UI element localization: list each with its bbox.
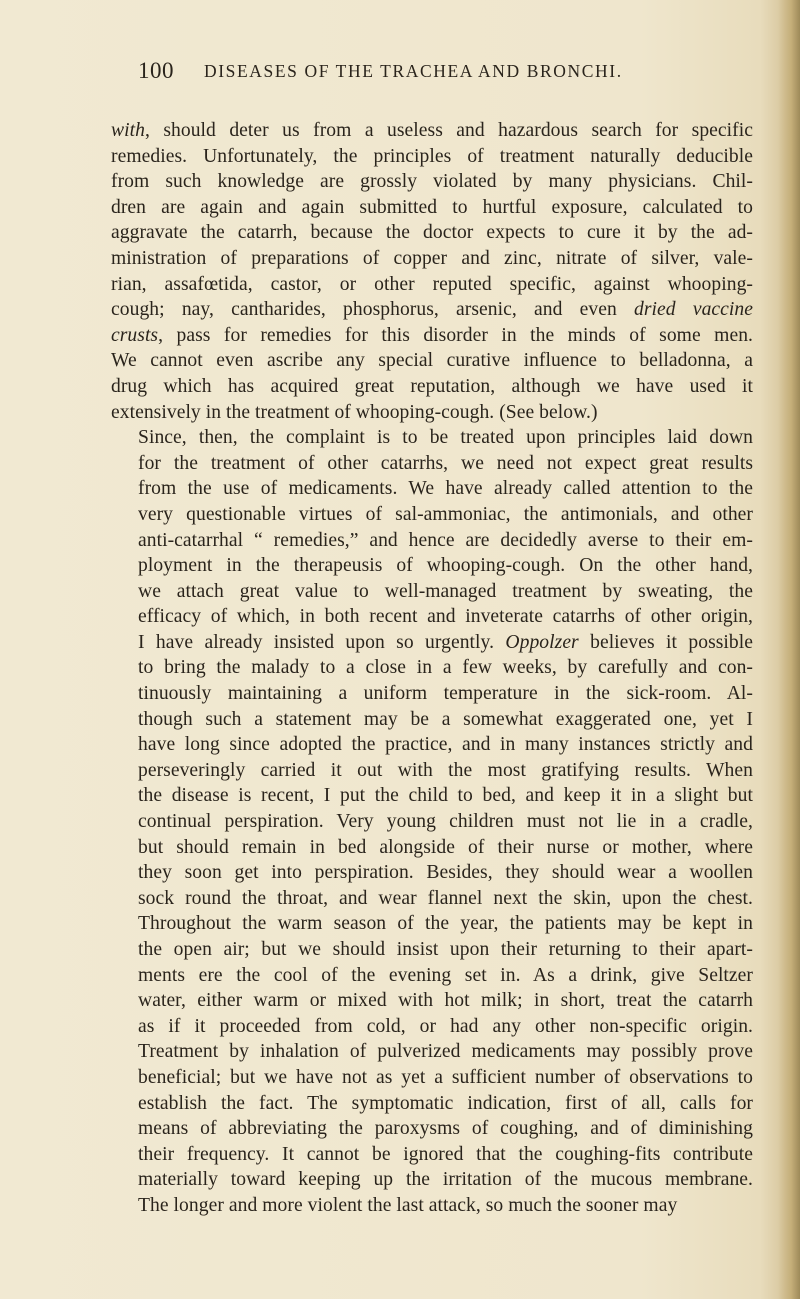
text-line: ments ere the cool of the evening set in. As a drink, give Seltzer xyxy=(138,964,753,986)
text-line: anti-catarrhal “ remedies,” and hence are decidedly averse to their em- xyxy=(138,529,753,551)
text-line: drug which has acquired great reputation, although we have used it xyxy=(111,375,753,397)
paragraph-2 xyxy=(111,425,753,1218)
text-line: The longer and more violent the last attack, so much the sooner may xyxy=(138,1194,678,1216)
text-line: but should remain in bed alongside of their nurse or mother, where xyxy=(138,836,753,858)
text-line: crusts, pass for remedies for this disorder in the minds of some men. xyxy=(111,324,753,346)
text-line: remedies. Unfortunately, the principles of treatment naturally deducible xyxy=(111,145,753,167)
text-line: sock round the throat, and wear flannel next the skin, upon the chest. xyxy=(138,887,753,909)
text-line: have long since adopted the practice, and in many instances strictly and xyxy=(138,734,753,756)
text-line: ployment in the therapeusis of whooping-cough. On the other hand, xyxy=(138,555,753,577)
text-line: the disease is recent, I put the child to bed, and keep it in a slight but xyxy=(138,785,753,807)
text-line: tinuously maintaining a uniform temperature in the sick-room. Al- xyxy=(138,683,753,705)
text-line: very questionable virtues of sal-ammoniac, the antimonials, and other xyxy=(138,503,753,525)
text-line: to bring the malady to a close in a few weeks, by carefully and con- xyxy=(138,657,753,679)
text-line: rian, assafœtida, castor, or other reputed specific, against whooping- xyxy=(111,273,753,295)
text-line: Treatment by inhalation of pulverized medicaments may possibly prove xyxy=(138,1041,753,1063)
text-line: dren are again and again submitted to hurtful exposure, calculated to xyxy=(111,196,753,218)
text-line: Since, then, the complaint is to be treated upon principles laid down xyxy=(138,427,753,449)
text-line: we attach great value to well-managed treatment by sweating, the xyxy=(138,580,753,602)
text-line: means of abbreviating the paroxysms of coughing, and of diminishing xyxy=(138,1118,753,1140)
text-line: We cannot even ascribe any special curative influence to belladonna, a xyxy=(111,350,753,372)
paragraph-1 xyxy=(111,118,753,425)
text-line: efficacy of which, in both recent and inveterate catarrhs of other origin, xyxy=(138,606,753,628)
text-line: their frequency. It cannot be ignored that the coughing-fits contribute xyxy=(138,1143,753,1165)
text-line: perseveringly carried it out with the most gratifying results. When xyxy=(138,759,753,781)
running-head: DISEASES OF THE TRACHEA AND BRONCHI. xyxy=(204,61,623,81)
text-line: ministration of preparations of copper and zinc, nitrate of silver, vale- xyxy=(111,247,753,269)
text-line: water, either warm or mixed with hot milk; in short, treat the catarrh xyxy=(138,990,753,1012)
text-line: they soon get into perspiration. Besides, they should wear a woollen xyxy=(138,862,753,884)
text-line: as if it proceeded from cold, or had any other non-specific origin. xyxy=(138,1015,753,1037)
text-line: the open air; but we should insist upon their returning to their apart- xyxy=(138,939,753,960)
text-line: Throughout the warm season of the year, the patients may be kept in xyxy=(138,913,753,935)
body-text xyxy=(111,118,753,1219)
text-line: extensively in the treatment of whooping-cough. (See below.) xyxy=(111,401,598,423)
text-line: materially toward keeping up the irritation of the mucous membrane. xyxy=(138,1169,753,1191)
text-line: for the treatment of other catarrhs, we need not expect great results xyxy=(138,452,753,474)
page-edge-shadow xyxy=(778,0,800,1299)
text-line: aggravate the catarrh, because the doctor expects to cure it by the ad- xyxy=(111,222,753,244)
text-line: cough; nay, cantharides, phosphorus, arsenic, and even dried vaccine xyxy=(111,299,753,321)
text-line: with, should deter us from a useless and hazardous search for specific xyxy=(111,120,753,141)
text-line: from the use of medicaments. We have already called attention to the xyxy=(138,478,753,500)
text-line: establish the fact. The symptomatic indication, first of all, calls for xyxy=(138,1092,753,1114)
text-line: continual perspiration. Very young children must not lie in a cradle, xyxy=(138,811,753,833)
page-number: 100 xyxy=(138,58,174,83)
text-line: I have already insisted upon so urgently. Oppolzer believes it possible xyxy=(138,631,753,653)
page-header xyxy=(138,58,698,88)
text-line: though such a statement may be a somewhat exaggerated one, yet I xyxy=(138,708,753,730)
text-line: beneficial; but we have not as yet a sufficient number of observations to xyxy=(138,1066,753,1088)
text-line: from such knowledge are grossly violated by many physicians. Chil- xyxy=(111,171,753,193)
